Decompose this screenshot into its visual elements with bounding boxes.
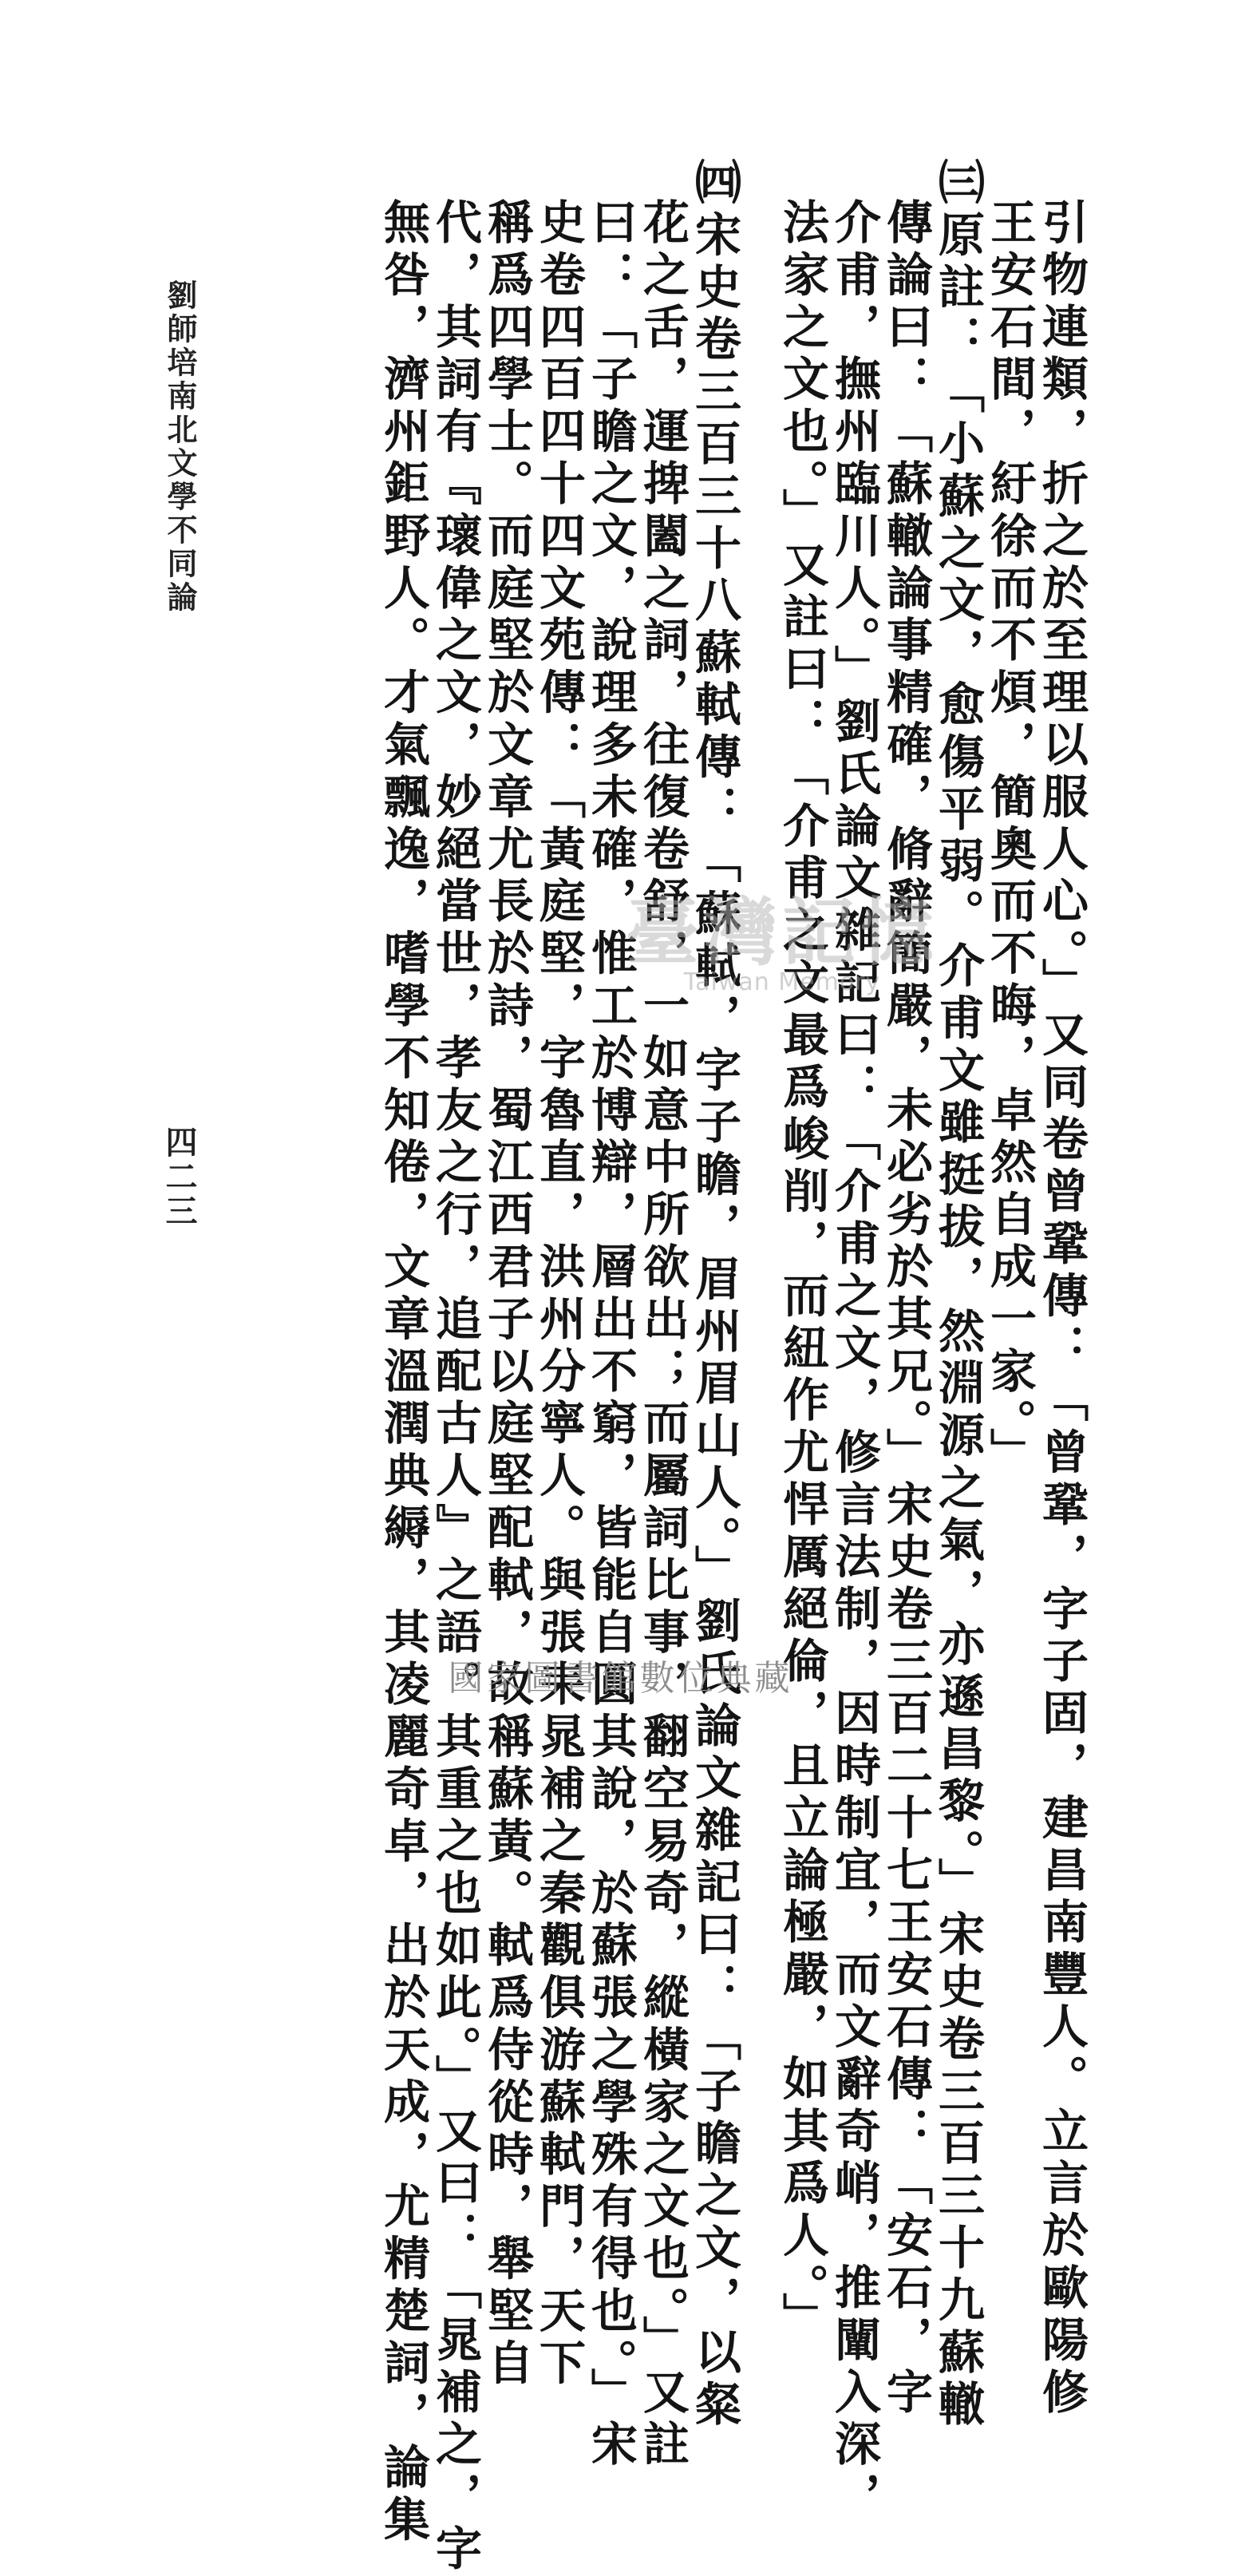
- text-column-5: 介甫，撫州臨川人。」劉氏論文雜記曰：「介甫之文，修言法制，因時制宜，而文辭奇峭，推闡入深，: [827, 198, 881, 2524]
- text-column-12: 代，其詞有『瓌偉之文，妙絕當世，孝友之行，追配古人』之語。其重之也如此。」又曰：「晁補之，字: [428, 198, 482, 2576]
- watermark-english: Taiwan Memory: [683, 968, 881, 996]
- text-column-6: 法家之文也。」又註曰：「介甫之文最爲峻削，而紐作尤悍厲絕倫，且立論極嚴，如其爲人。」: [775, 198, 829, 2345]
- running-header: 劉師培南北文學不同論: [162, 279, 198, 615]
- text-column-10: 史卷四百四十四文苑傳：「黃庭堅，字魯直，洪州分寧人。與張耒晁補之秦觀俱游蘇軾門，天下: [532, 198, 586, 2391]
- text-column-11: 稱爲四學士。而庭堅於文章尤長於詩，蜀江西君子以庭堅配軾，故稱蘇黃。軾爲侍從時，舉堅自: [480, 198, 534, 2391]
- text-column-7: ㈣宋史卷三百三十八蘇軾傳：「蘇軾，字子瞻，眉州眉山人。」劉氏論文雜記曰：「子瞻之文，以粲: [687, 158, 741, 2432]
- watermark-chinese: 臺灣記憶: [625, 889, 939, 975]
- text-column-8: 花之舌，運捭闔之詞，往復卷舒，一如意中所欲出；而屬詞比事，翻空易奇，縱橫家之文也。」又註: [635, 198, 690, 2472]
- footer-credit: 國家圖書館數位典藏: [448, 1658, 793, 1699]
- watermark: [595, 874, 970, 1018]
- text-column-2: 王安石間，紆徐而不煩，簡奧而不晦，卓然自成一家。」: [982, 198, 1037, 1480]
- text-column-1: 引物連類，折之於至理以服人心。」又同卷曾鞏傳：「曾鞏，字子固，建昌南豐人。立言於歐陽修: [1034, 198, 1089, 2420]
- text-column-3: ㈢原註：「小蘇之文，愈傷平弱。介甫文雖挺拔，然淵源之氣，亦遜昌黎。」宋史卷三百三十九蘇轍: [931, 158, 985, 2432]
- page-number: 四二三: [160, 1126, 198, 1229]
- text-column-9: 曰：「子瞻之文，說理多未確，惟工於博辯，層出不窮，皆能自圓其說，於蘇張之學殊有得也。」宋: [583, 198, 638, 2472]
- text-column-13: 無咎，濟州鉅野人。才氣飄逸，嗜學不知倦，文章溫潤典縟，其凌麗奇卓，出於天成，尤精楚詞，論集: [376, 198, 430, 2547]
- text-column-4: 傳論曰：「蘇轍論事精確，脩辭簡嚴，未必劣於其兄。」宋史卷三百二十七王安石傳：「安石，字: [879, 198, 933, 2420]
